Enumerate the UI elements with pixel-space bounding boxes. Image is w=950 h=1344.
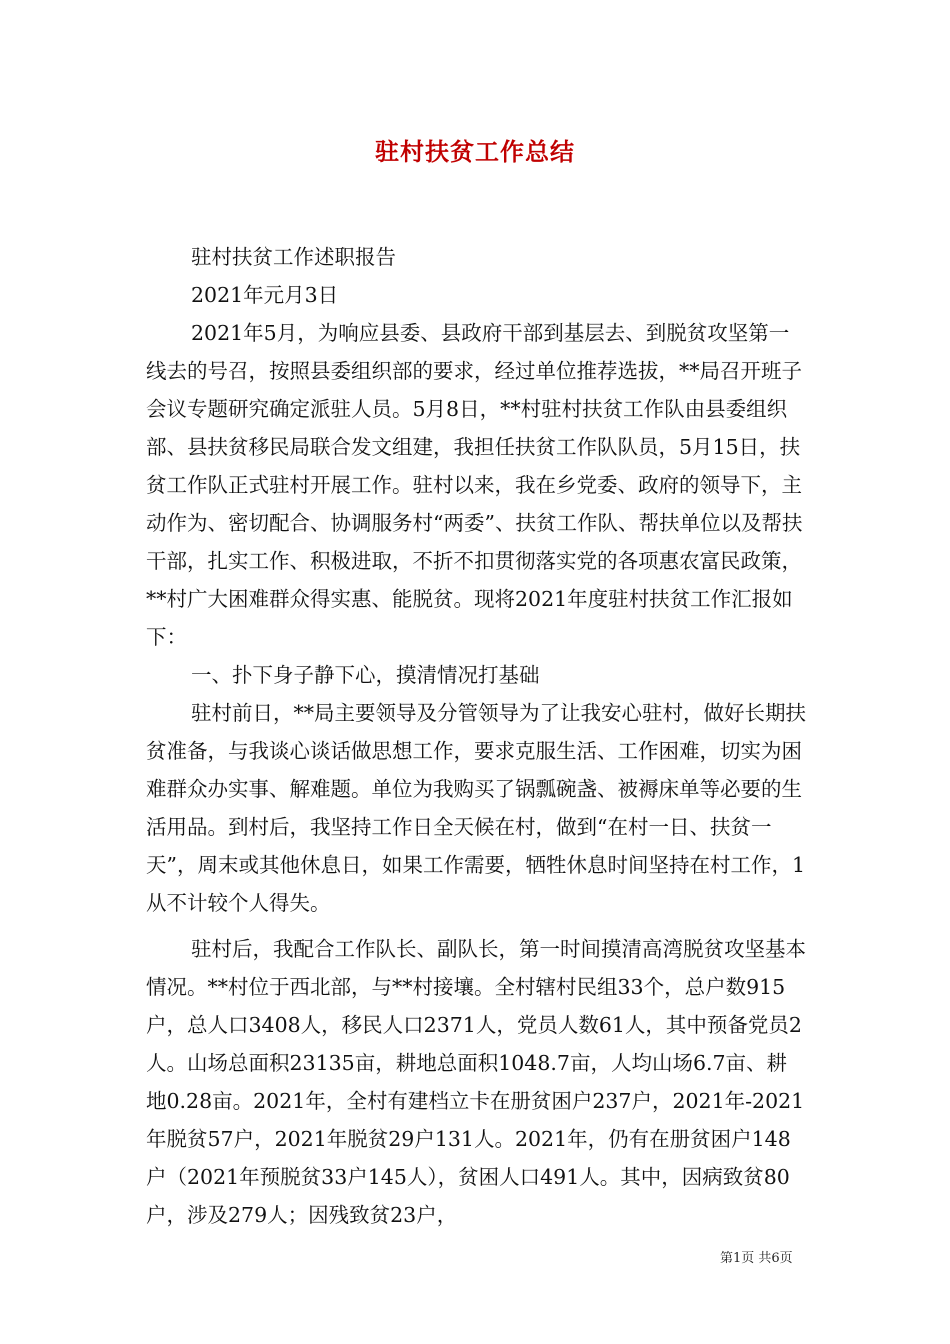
section-heading-1: 一、扑下身子静下心，摸清情况打基础 bbox=[191, 663, 540, 687]
paragraph-village-info: 驻村后，我配合工作队长、副队长，第一时间摸清高湾脱贫攻坚基本情况。**村位于西北部，与**村接壤。全村辖村民组33个，总户数915户，总人口3408人，移民人口2371人，党员人数61人，其中预备党员2人。山场总面积23135亩，耕地总面积1048.7亩，人均山场6.7亩、耕地0.28亩。2021年，全村有建档立卡在册贫困户237户，2021年-2021年脱贫57户，2021年脱贫29户131人。2021年，仍有在册贫困户148户（2021年预脱贫33户145人），贫困人口491人。其中，因病致贫80户，涉及279人；因残致贫23户， bbox=[146, 937, 806, 1227]
document-title: 驻村扶贫工作总结 bbox=[375, 138, 575, 166]
report-date: 2021年元月3日 bbox=[191, 283, 339, 307]
report-subtitle: 驻村扶贫工作述职报告 bbox=[191, 245, 396, 269]
page-number: 第1页 共6页 bbox=[720, 1251, 793, 1266]
paragraph-intro: 2021年5月，为响应县委、县政府干部到基层去、到脱贫攻坚第一线去的号召，按照县委组织部的要求，经过单位推荐选拔，**局召开班子会议专题研究确定派驻人员。5月8日，**村驻村扶贫工作队由县委组织部、县扶贫移民局联合发文组建，我担任扶贫工作队队员，5月15日，扶贫工作队正式驻村开展工作。驻村以来，我在乡党委、政府的领导下，主动作为、密切配合、协调服务村“两委”、扶贫工作队、帮扶单位以及帮扶干部，扎实工作、积极进取，不折不扣贯彻落实党的各项惠农富民政策，**村广大困难群众得实惠、能脱贫。现将2021年度驻村扶贫工作汇报如下： bbox=[146, 321, 803, 649]
paragraph-preparation: 驻村前日，**局主要领导及分管领导为了让我安心驻村，做好长期扶贫准备，与我谈心谈话做思想工作，要求克服生活、工作困难，切实为困难群众办实事、解难题。单位为我购买了锅瓢碗盏、被褥床单等必要的生活用品。到村后，我坚持工作日全天候在村，做到“在村一日、扶贫一天”，周末或其他休息日，如果工作需要，牺牲休息时间坚持在村工作，1从不计较个人得失。 bbox=[146, 701, 806, 915]
document-body bbox=[146, 238, 806, 1234]
